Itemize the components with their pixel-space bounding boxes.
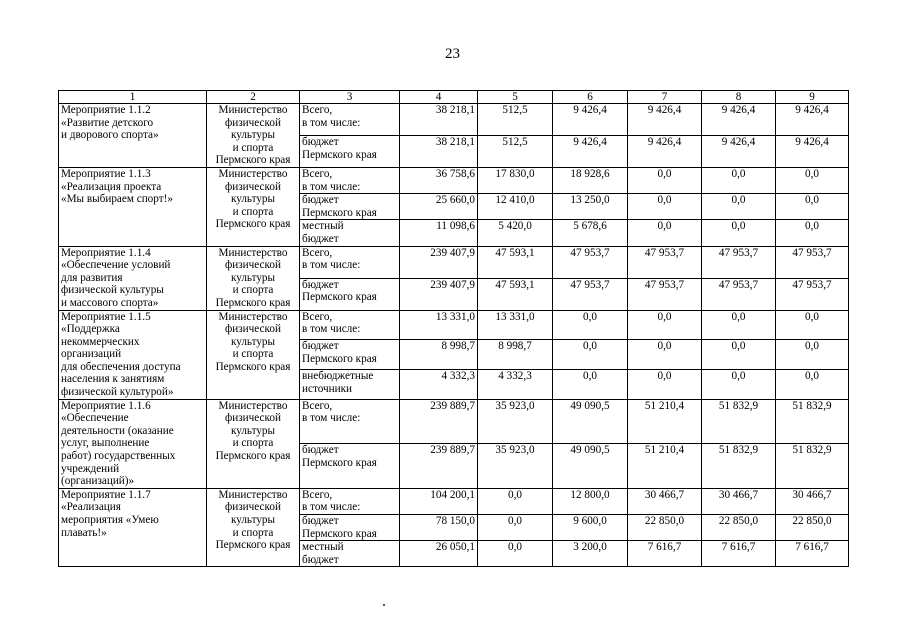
amount-cell: 9 426,4: [553, 135, 628, 167]
funding-source-cell: бюджет Пермского края: [300, 278, 400, 310]
amount-cell: 47 953,7: [628, 246, 702, 278]
amount-cell: 5 420,0: [478, 220, 553, 246]
amount-cell: 8 998,7: [400, 340, 478, 370]
amount-cell: 0,0: [776, 369, 849, 399]
executor-cell: Министерство физической культуры и спорта Пермского края: [207, 167, 300, 246]
budget-table: [58, 90, 849, 567]
amount-cell: 0,0: [628, 310, 702, 340]
amount-cell: 47 593,1: [478, 246, 553, 278]
amount-cell: 47 953,7: [702, 246, 776, 278]
amount-cell: 13 331,0: [478, 310, 553, 340]
amount-cell: 9 426,4: [702, 104, 776, 136]
amount-cell: 30 466,7: [776, 488, 849, 514]
amount-cell: 104 200,1: [400, 488, 478, 514]
header-cell: 6: [553, 91, 628, 104]
amount-cell: 9 426,4: [628, 135, 702, 167]
amount-cell: 0,0: [702, 310, 776, 340]
amount-cell: 239 889,7: [400, 399, 478, 444]
table-row: [59, 104, 849, 136]
amount-cell: 0,0: [478, 488, 553, 514]
amount-cell: 0,0: [628, 167, 702, 193]
amount-cell: 38 218,1: [400, 135, 478, 167]
amount-cell: 4 332,3: [478, 369, 553, 399]
header-cell: 2: [207, 91, 300, 104]
amount-cell: 0,0: [628, 194, 702, 220]
funding-source-cell: бюджет Пермского края: [300, 135, 400, 167]
amount-cell: 22 850,0: [776, 515, 849, 541]
amount-cell: 0,0: [553, 369, 628, 399]
amount-cell: 512,5: [478, 104, 553, 136]
header-cell: 9: [776, 91, 849, 104]
amount-cell: 0,0: [776, 340, 849, 370]
executor-cell: Министерство физической культуры и спорта Пермского края: [207, 399, 300, 488]
amount-cell: 0,0: [776, 220, 849, 246]
table-body: [59, 91, 849, 567]
funding-source-cell: Всего, в том числе:: [300, 488, 400, 514]
amount-cell: 4 332,3: [400, 369, 478, 399]
amount-cell: 47 953,7: [776, 278, 849, 310]
amount-cell: 9 426,4: [776, 104, 849, 136]
funding-source-cell: бюджет Пермского края: [300, 194, 400, 220]
amount-cell: 47 953,7: [776, 246, 849, 278]
amount-cell: 9 426,4: [553, 104, 628, 136]
funding-source-cell: Всего, в том числе:: [300, 399, 400, 444]
amount-cell: 49 090,5: [553, 399, 628, 444]
amount-cell: 0,0: [776, 167, 849, 193]
funding-source-cell: бюджет Пермского края: [300, 515, 400, 541]
amount-cell: 239 407,9: [400, 246, 478, 278]
amount-cell: 0,0: [553, 340, 628, 370]
amount-cell: 36 758,6: [400, 167, 478, 193]
amount-cell: 47 953,7: [702, 278, 776, 310]
amount-cell: 30 466,7: [628, 488, 702, 514]
amount-cell: 51 832,9: [702, 399, 776, 444]
amount-cell: 22 850,0: [702, 515, 776, 541]
funding-source-cell: Всего, в том числе:: [300, 104, 400, 136]
funding-source-cell: местный бюджет: [300, 541, 400, 567]
amount-cell: 26 050,1: [400, 541, 478, 567]
executor-cell: Министерство физической культуры и спорта Пермского края: [207, 246, 300, 310]
amount-cell: 12 800,0: [553, 488, 628, 514]
header-cell: 3: [300, 91, 400, 104]
amount-cell: 13 250,0: [553, 194, 628, 220]
amount-cell: 17 830,0: [478, 167, 553, 193]
event-title-cell: Мероприятие 1.1.5 «Поддержка некоммерческих организаций для обеспечения доступа населения к занятиям физической культурой»: [59, 310, 207, 399]
amount-cell: 47 953,7: [553, 278, 628, 310]
amount-cell: 0,0: [702, 369, 776, 399]
funding-source-cell: бюджет Пермского края: [300, 340, 400, 370]
executor-cell: Министерство физической культуры и спорта Пермского края: [207, 104, 300, 168]
event-title-cell: Мероприятие 1.1.3 «Реализация проекта «Мы выбираем спорт!»: [59, 167, 207, 246]
table-row: [59, 399, 849, 444]
amount-cell: 0,0: [628, 369, 702, 399]
event-title-cell: Мероприятие 1.1.6 «Обеспечение деятельности (оказание услуг, выполнение работ) государственных учреждений (организаций)»: [59, 399, 207, 488]
amount-cell: 0,0: [628, 340, 702, 370]
event-title-cell: Мероприятие 1.1.2 «Развитие детского и дворового спорта»: [59, 104, 207, 168]
page-number: 23: [445, 46, 460, 62]
header-cell: 7: [628, 91, 702, 104]
amount-cell: 239 407,9: [400, 278, 478, 310]
amount-cell: 47 953,7: [553, 246, 628, 278]
amount-cell: 51 210,4: [628, 399, 702, 444]
amount-cell: 5 678,6: [553, 220, 628, 246]
amount-cell: 18 928,6: [553, 167, 628, 193]
amount-cell: 0,0: [553, 310, 628, 340]
funding-source-cell: Всего, в том числе:: [300, 310, 400, 340]
funding-source-cell: местный бюджет: [300, 220, 400, 246]
event-title-cell: Мероприятие 1.1.4 «Обеспечение условий для развития физической культуры и массового спорта»: [59, 246, 207, 310]
amount-cell: 25 660,0: [400, 194, 478, 220]
scan-mark: [383, 604, 385, 606]
amount-cell: 7 616,7: [776, 541, 849, 567]
amount-cell: 3 200,0: [553, 541, 628, 567]
header-row: [59, 91, 849, 104]
header-cell: 5: [478, 91, 553, 104]
amount-cell: 35 923,0: [478, 444, 553, 489]
amount-cell: 0,0: [628, 220, 702, 246]
funding-source-cell: бюджет Пермского края: [300, 444, 400, 489]
amount-cell: 0,0: [776, 310, 849, 340]
amount-cell: 9 600,0: [553, 515, 628, 541]
amount-cell: 49 090,5: [553, 444, 628, 489]
amount-cell: 512,5: [478, 135, 553, 167]
amount-cell: 0,0: [702, 340, 776, 370]
executor-cell: Министерство физической культуры и спорта Пермского края: [207, 488, 300, 567]
amount-cell: 51 210,4: [628, 444, 702, 489]
amount-cell: 9 426,4: [702, 135, 776, 167]
amount-cell: 0,0: [776, 194, 849, 220]
amount-cell: 38 218,1: [400, 104, 478, 136]
amount-cell: 30 466,7: [702, 488, 776, 514]
amount-cell: 9 426,4: [776, 135, 849, 167]
amount-cell: 0,0: [478, 541, 553, 567]
event-title-cell: Мероприятие 1.1.7 «Реализация мероприятия «Умею плавать!»: [59, 488, 207, 567]
executor-cell: Министерство физической культуры и спорта Пермского края: [207, 310, 300, 399]
funding-source-cell: Всего, в том числе:: [300, 246, 400, 278]
amount-cell: 12 410,0: [478, 194, 553, 220]
amount-cell: 9 426,4: [628, 104, 702, 136]
amount-cell: 0,0: [702, 220, 776, 246]
table-row: [59, 488, 849, 514]
amount-cell: 47 593,1: [478, 278, 553, 310]
amount-cell: 51 832,9: [776, 399, 849, 444]
amount-cell: 0,0: [702, 194, 776, 220]
funding-source-cell: внебюджетные источники: [300, 369, 400, 399]
header-cell: 1: [59, 91, 207, 104]
header-cell: 4: [400, 91, 478, 104]
funding-source-cell: Всего, в том числе:: [300, 167, 400, 193]
table-row: [59, 167, 849, 193]
amount-cell: 51 832,9: [702, 444, 776, 489]
amount-cell: 8 998,7: [478, 340, 553, 370]
amount-cell: 22 850,0: [628, 515, 702, 541]
amount-cell: 7 616,7: [628, 541, 702, 567]
amount-cell: 239 889,7: [400, 444, 478, 489]
amount-cell: 11 098,6: [400, 220, 478, 246]
amount-cell: 7 616,7: [702, 541, 776, 567]
amount-cell: 51 832,9: [776, 444, 849, 489]
header-cell: 8: [702, 91, 776, 104]
amount-cell: 78 150,0: [400, 515, 478, 541]
amount-cell: 0,0: [478, 515, 553, 541]
table-row: [59, 246, 849, 278]
amount-cell: 35 923,0: [478, 399, 553, 444]
amount-cell: 13 331,0: [400, 310, 478, 340]
table-row: [59, 310, 849, 340]
amount-cell: 47 953,7: [628, 278, 702, 310]
amount-cell: 0,0: [702, 167, 776, 193]
